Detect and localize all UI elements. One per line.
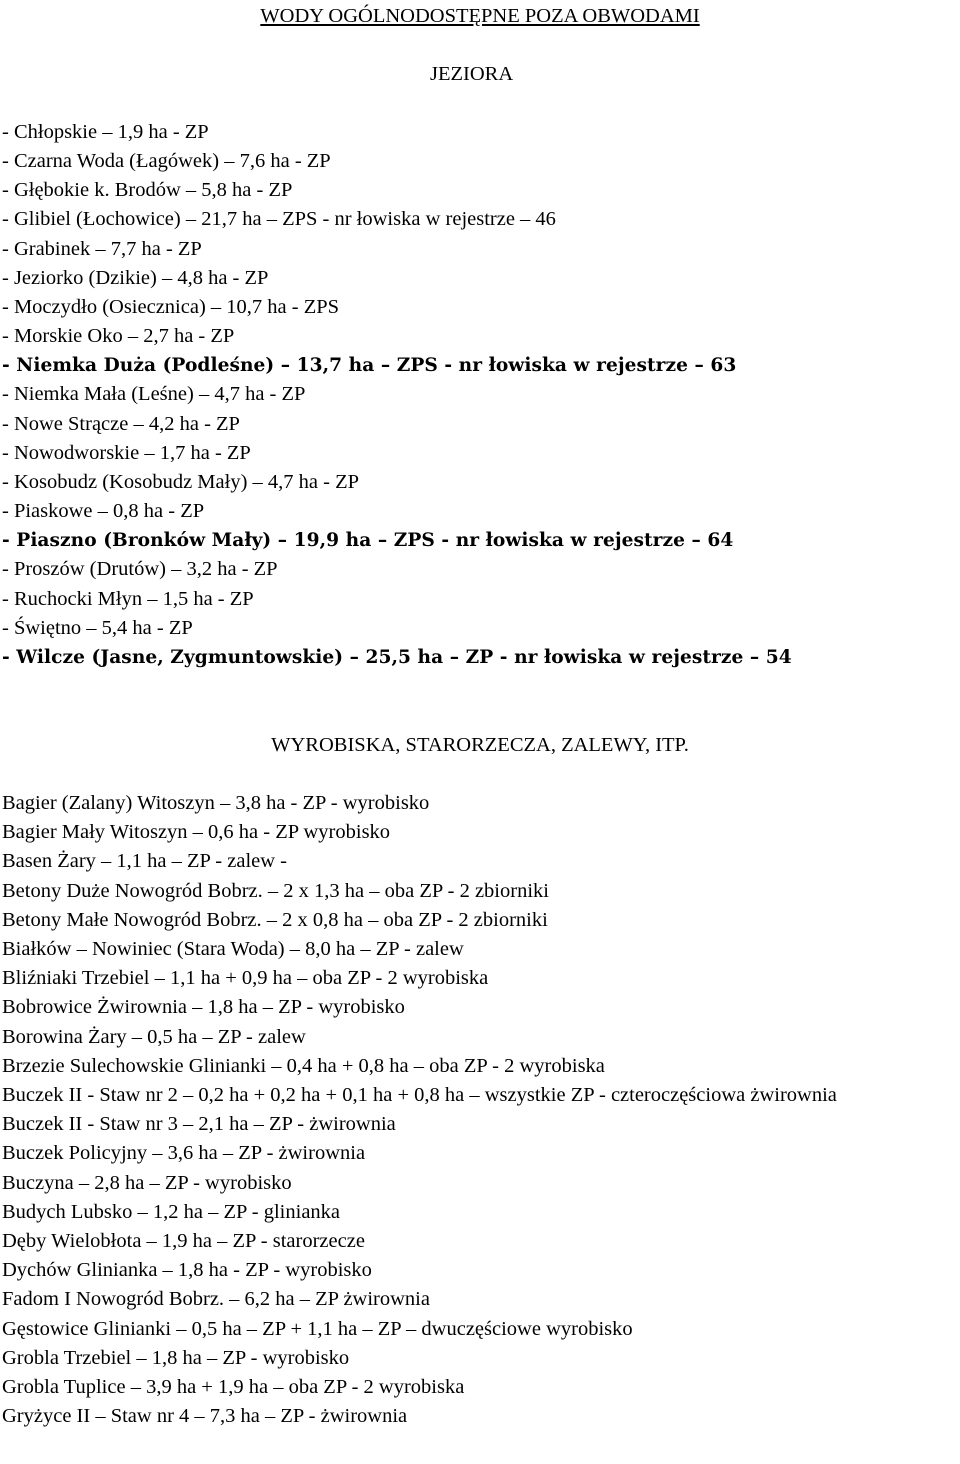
water-body-entry: Bagier Mały Witoszyn – 0,6 ha - ZP wyrobisko [2,821,391,844]
water-body-entry: Gęstowice Glinianki – 0,5 ha – ZP + 1,1 ha – ZP – dwuczęściowe wyrobisko [2,1317,633,1340]
pits-list [2,789,958,1431]
lake-entry: - Proszów (Drutów) – 3,2 ha - ZP [2,558,278,581]
lake-entry: - Moczydło (Osiecznica) – 10,7 ha - ZPS [2,295,340,318]
water-body-entry: Brzezie Sulechowskie Glinianki – 0,4 ha + 0,8 ha – oba ZP - 2 wyrobiska [2,1054,605,1077]
water-body-entry: Betony Duże Nowogród Bobrz. – 2 x 1,3 ha – oba ZP - 2 zbiorniki [2,879,549,902]
lake-entry: - Świętno – 5,4 ha - ZP [2,616,193,639]
water-body-entry: Buczek Policyjny – 3,6 ha – ZP - żwirownia [2,1142,366,1165]
lake-entry: - Głębokie k. Brodów – 5,8 ha - ZP [2,179,293,202]
water-body-entry: Buczyna – 2,8 ha – ZP - wyrobisko [2,1171,292,1194]
section-heading-pits: WYROBISKA, STARORZECZA, ZALEWY, ITP. [271,734,689,756]
lake-entry: - Nowe Strącze – 4,2 ha - ZP [2,412,240,435]
water-body-entry: Budych Lubsko – 1,2 ha – ZP - glinianka [2,1200,341,1223]
lake-entry: - Niemka Duża (Podleśne) – 13,7 ha – ZPS - nr łowiska w rejestrze – 63 [2,355,737,377]
water-body-entry: Betony Małe Nowogród Bobrz. – 2 x 0,8 ha – oba ZP - 2 zbiorniki [2,908,548,931]
water-body-entry: Dychów Glinianka – 1,8 ha - ZP - wyrobisko [2,1259,372,1282]
water-body-entry: Buczek II - Staw nr 2 – 0,2 ha + 0,2 ha + 0,1 ha + 0,8 ha – wszystkie ZP - czteroczęściowa żwirownia [2,1084,837,1107]
water-body-entry: Gryżyce II – Staw nr 4 – 7,3 ha – ZP - żwirownia [2,1405,408,1428]
lake-entry: - Piaszno (Bronków Mały) – 19,9 ha – ZPS - nr łowiska w rejestrze – 64 [2,530,734,552]
lake-entry: - Ruchocki Młyn – 1,5 ha - ZP [2,587,254,610]
water-body-entry: Bobrowice Żwirownia – 1,8 ha – ZP - wyrobisko [2,996,405,1019]
lake-entry: - Kosobudz (Kosobudz Mały) – 4,7 ha - ZP [2,470,359,493]
water-body-entry: Bliźniaki Trzebiel – 1,1 ha + 0,9 ha – oba ZP - 2 wyrobiska [2,967,489,990]
water-body-entry: Buczek II - Staw nr 3 – 2,1 ha – ZP - żwirownia [2,1113,396,1136]
lake-entry: - Wilcze (Jasne, Zygmuntowskie) – 25,5 ha – ZP - nr łowiska w rejestrze – 54 [2,646,792,668]
document-title: WODY OGÓLNODOSTĘPNE POZA OBWODAMI [260,5,700,27]
lakes-list [2,118,958,672]
lake-entry: - Chłopskie – 1,9 ha - ZP [2,121,209,143]
water-body-entry: Bagier (Zalany) Witoszyn – 3,8 ha - ZP - wyrobisko [2,792,430,814]
lake-entry: - Piaskowe – 0,8 ha - ZP [2,500,205,523]
water-body-entry: Białków – Nowiniec (Stara Woda) – 8,0 ha – ZP - zalew [2,938,464,961]
lake-entry: - Nowodworskie – 1,7 ha - ZP [2,441,251,464]
water-body-entry: Borowina Żary – 0,5 ha – ZP - zalew [2,1025,306,1048]
lake-entry: - Grabinek – 7,7 ha - ZP [2,237,202,260]
lake-entry: - Jeziorko (Dzikie) – 4,8 ha - ZP [2,266,269,289]
section-heading-lakes: JEZIORA [430,63,514,85]
water-body-entry: Grobla Tuplice – 3,9 ha + 1,9 ha – oba ZP - 2 wyrobiska [2,1376,465,1399]
lake-entry: - Niemka Mała (Leśne) – 4,7 ha - ZP [2,383,306,406]
water-body-entry: Grobla Trzebiel – 1,8 ha – ZP - wyrobisko [2,1346,350,1369]
lake-entry: - Glibiel (Łochowice) – 21,7 ha – ZPS - nr łowiska w rejestrze – 46 [2,208,556,231]
water-body-entry: Fadom I Nowogród Bobrz. – 6,2 ha – ZP żwirownia [2,1288,430,1311]
lake-entry: - Czarna Woda (Łagówek) – 7,6 ha - ZP [2,150,331,173]
lake-entry: - Morskie Oko – 2,7 ha - ZP [2,325,235,348]
water-body-entry: Basen Żary – 1,1 ha – ZP - zalew - [2,850,288,873]
water-body-entry: Dęby Wielobłota – 1,9 ha – ZP - starorzecze [2,1230,365,1253]
